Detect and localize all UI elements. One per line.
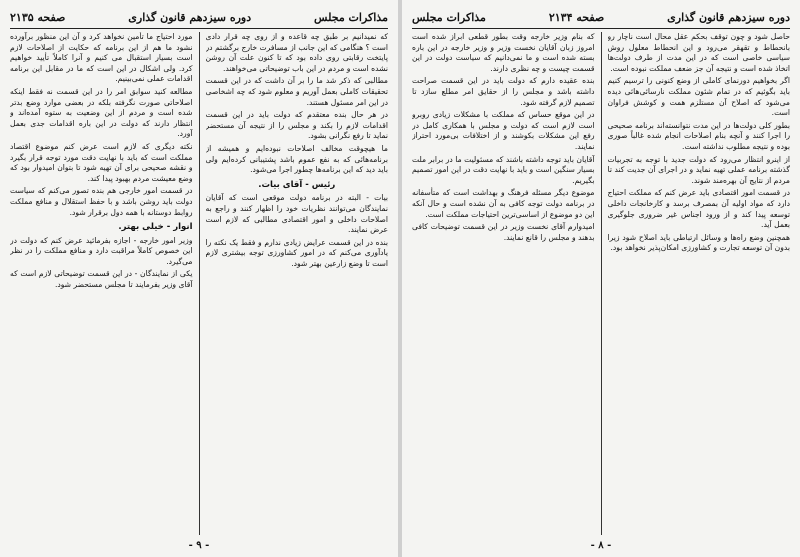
paragraph: از اینرو انتظار می‌رود که دولت جدید با توجه به تجربیات گذشته برنامه عملی تهیه نماید و در اجرای آن جدیت کند تا مردم از نتایج آن بهره‌مند شوند. — [607, 154, 790, 185]
paragraph: بطور کلی دولت‌ها در این مدت نتوانسته‌اند برنامه صحیحی را اجرا کنند و آنچه بنام اصلاحات انجام شده غالباً صوری بوده و نتیجه مطلوب نداشته است. — [607, 120, 790, 151]
speaker-heading: رئیس - آقای بیات. — [258, 179, 336, 190]
paragraph: آقایان باید توجه داشته باشند که مسئولیت ما در برابر ملت بسیار سنگین است و باید با نهایت دقت در این امور تصمیم بگیریم. — [412, 154, 595, 185]
left-page-column-right — [206, 32, 389, 535]
left-page-footer: - ۹ - — [188, 540, 210, 551]
paragraph: مورد احتیاج ما تأمین نخواهد کرد و آن این منظور برآورده نشود ما هم از این برنامه که حکایت از اصلاحات لازم است بسیار استقبال می کنیم و آنرا کاملاً تأیید خواهیم کرد. ولی اشکال در این است که ما در مقابل این برنامه اقدامات عملی نمی‌بینیم. — [10, 32, 193, 84]
paragraph: امیدوارم آقای نخست وزیر در این قسمت توضیحات کافی بدهند و مجلس را قانع نمایند. — [412, 222, 595, 242]
paragraph: بنده عقیده دارم که دولت باید در این قسمت صراحت داشته باشد و مجلس را از حقایق امر مطلع سازد تا تصمیم لازم گرفته شود. — [412, 76, 595, 107]
left-page-section-title: مذاکرات مجلس — [314, 10, 388, 24]
paragraph: بنده در این قسمت عرایض زیادی ندارم و فقط یک نکته را یادآوری می‌کنم که در امور کشاورزی توجه بیشتری لازم است تا وضع زارعین بهتر شود. — [205, 237, 388, 268]
paragraph: در قسمت امور اقتصادی باید عرض کنم که مملکت احتیاج دارد که مواد اولیه آن بمصرف برسد و کارخانجات داخلی توسعه پیدا کند و از ورود اجناس غیر ضروری جلوگیری بعمل آید. — [607, 188, 790, 230]
right-page-column-left — [412, 32, 595, 535]
left-page — [0, 0, 398, 557]
paragraph: ما هیچوقت مخالف اصلاحات نبوده‌ایم و همیشه از برنامه‌هائی که به نفع عموم باشد پشتیبانی کرده‌ایم ولی باید دید که این برنامه‌ها چطور اجرا می‌شود. — [205, 143, 388, 175]
right-page-section-title: مذاکرات مجلس — [412, 10, 486, 24]
paragraph: که بنام وزیر خارجه وقت بطور قطعی ابراز شده است امروز زبان آقایان نخست وزیر و وزیر خارجه در این باره بسته شده است و ما نمی‌دانیم که سیاست دولت در این قسمت چیست و چه نظری دارند. — [412, 32, 595, 73]
right-page-center-title: دوره سیزدهم قانون گذاری — [667, 10, 790, 24]
paragraph: در این موقع حساس که مملکت با مشکلات زیادی روبرو است لازم است که دولت و مجلس با همکاری کامل در رفع این مشکلات بکوشند و از اختلافات بی‌مورد احتراز نمایند. — [412, 110, 595, 151]
paragraph: یکی از نمایندگان - در این قسمت توضیحاتی لازم است که آقای وزیر بفرمایند تا مجلس مستحضر شود. — [10, 269, 193, 290]
paragraph: مطالعه کنید سوابق امر را در این قسمت نه فقط اینکه اصلاحاتی صورت نگرفته بلکه در بعضی موارد وضع بدتر شده است و مردم از این وضعیت به ستوه آمده‌اند و انتظار دارند که دولت در این باره اقدامات جدی بعمل آورد. — [10, 86, 193, 139]
paragraph: در قسمت امور خارجی هم بنده تصور می‌کنم که سیاست دولت باید روشن باشد و با حفظ استقلال و منافع مملکت روابط دوستانه با همه دول برقرار شود. — [10, 186, 193, 217]
column-divider — [601, 32, 602, 535]
paragraph: نکته دیگری که لازم است عرض کنم موضوع اقتصاد مملکت است که باید با نهایت دقت مورد توجه قرار بگیرد و نقشه صحیحی برای آن تهیه شود تا بتوان امیدوار بود که وضع معیشت مردم بهبود پیدا کند. — [10, 141, 193, 183]
paragraph: همچنین وضع راه‌ها و وسائل ارتباطی باید اصلاح شود زیرا بدون آن توسعه تجارت و کشاورزی امکان‌پذیر نخواهد بود. — [607, 232, 790, 253]
right-page-header — [412, 8, 790, 29]
paragraph: حاصل شود و چون توقف بحکم عقل محال است ناچار رو بانحطاط و تقهقر می‌رود و این انحطاط معلول روش سیاسی خاصی است که در این مدت از طرف دولت‌ها اتخاذ شده است و نتیجه آن جز ضعف مملکت نبوده است. — [607, 32, 790, 73]
right-page-footer: - ۸ - — [590, 540, 612, 551]
paragraph: مطالبی که ذکر شد ما را بر آن داشت که در این قسمت تحقیقات کاملی بعمل آوریم و معلوم شود که چه اشخاصی در این امر مسئول هستند. — [205, 76, 388, 107]
paragraph: که نمیدانیم بر طبق چه قاعده و از روی چه قرار دادی است ؟ هنگامی که این جانب از مسافرت خارج برگشتم در پایتخت رقابتی روی داده بود که تا کنون علت آن روشن نشده است و مردم در این باب توضیحاتی می‌خواهند. — [205, 32, 388, 73]
right-page — [402, 0, 800, 557]
right-page-number: صفحه ۲۱۳۴ — [548, 10, 605, 24]
paragraph: بیات - البته در برنامه دولت موقعی است که آقایان نمایندگان می‌توانند نظریات خود را اظهار کنند و راجع به اصلاحات داخلی و امور اقتصادی مطالبی که لازم است عرض نمایند. — [205, 193, 388, 235]
paragraph: اگر بخواهیم دورنمای کاملی از وضع کنونی را ترسیم کنیم باید بگوئیم که در تمام شئون مملکت نارسائی‌هائی دیده می‌شود که اصلاح آن مستلزم همت و کوشش فراوان است. — [607, 76, 790, 118]
paragraph: وزیر امور خارجه - اجازه بفرمائید عرض کنم که دولت در این خصوص کاملاً مراقبت دارد و منافع مملکت را در نظر می‌گیرد. — [10, 235, 193, 266]
right-page-columns — [412, 32, 790, 535]
column-divider — [199, 32, 200, 535]
left-page-number: صفحه ۲۱۳۵ — [10, 10, 66, 24]
paragraph: در هر حال بنده معتقدم که دولت باید در این قسمت اقدامات لازم را بکند و مجلس را از نتیجه آن مستحضر نماید تا رفع نگرانی بشود. — [205, 110, 388, 141]
left-page-header — [10, 8, 388, 29]
left-page-center-title: دوره سیزدهم قانون گذاری — [128, 10, 252, 24]
paragraph: موضوع دیگر مسئله فرهنگ و بهداشت است که متأسفانه در برنامه دولت توجه کافی به آن نشده است و حال آنکه این دو موضوع از اساسی‌ترین احتیاجات مملکت است. — [412, 188, 595, 219]
right-page-column-right — [608, 32, 791, 535]
speaker-heading: انوار - خیلی بهتر. — [118, 222, 193, 233]
left-page-column-left — [10, 32, 193, 535]
left-page-columns — [10, 32, 388, 535]
